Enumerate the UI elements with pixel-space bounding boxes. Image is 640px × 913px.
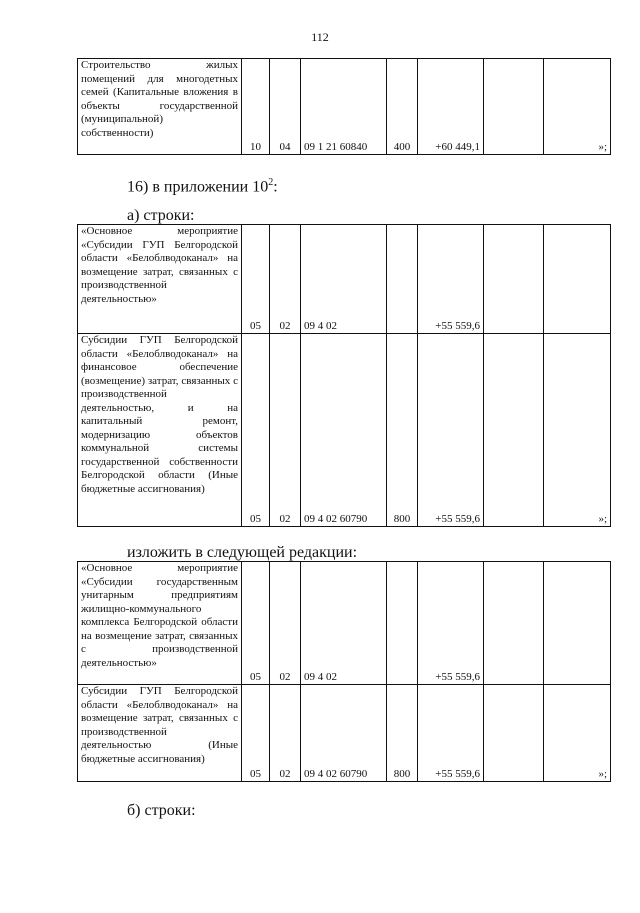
page-number: 112 (311, 30, 329, 44)
item-16-heading (127, 174, 278, 196)
subsection-cell: 02 (270, 334, 301, 527)
expense-type-cell: 800 (387, 685, 418, 782)
target-article-cell: 09 4 02 (301, 225, 387, 334)
subsection-cell: 02 (270, 562, 301, 685)
budget-table-top (77, 58, 611, 155)
closing-mark-cell: »; (544, 685, 611, 782)
budget-table-a (77, 224, 611, 527)
row-description: Субсидии ГУП Белгородской области «Белоблводоканал» на возмещение затрат, связанных с производственной деятельностью (Иные бюджетные ассигнования) (78, 685, 242, 782)
amount-cell: +55 559,6 (418, 225, 484, 334)
closing-mark-cell (544, 225, 611, 334)
expense-type-cell (387, 562, 418, 685)
closing-mark-cell: »; (544, 334, 611, 527)
item-16-text: 16) в приложении 10 (127, 178, 269, 196)
target-article-cell: 09 4 02 60790 (301, 334, 387, 527)
target-article-cell: 09 4 02 (301, 562, 387, 685)
expense-type-cell: 400 (387, 59, 418, 155)
section-cell: 10 (242, 59, 270, 155)
table-row (78, 685, 611, 782)
item-16-superscript: 2 (268, 177, 274, 188)
subsection-cell: 02 (270, 685, 301, 782)
row-description: «Основное мероприятие «Субсидии ГУП Белгородской области «Белоблводоканал» на возмещение затрат, связанных с производственной деятельностью» (78, 225, 242, 334)
empty-cell (484, 225, 544, 334)
expense-type-cell: 800 (387, 334, 418, 527)
expense-type-cell (387, 225, 418, 334)
subitem-b-heading: б) строки: (127, 802, 196, 819)
table-row (78, 562, 611, 685)
section-cell: 05 (242, 562, 270, 685)
subsection-cell: 02 (270, 225, 301, 334)
section-cell: 05 (242, 225, 270, 334)
amount-cell: +55 559,6 (418, 334, 484, 527)
section-cell: 05 (242, 685, 270, 782)
empty-cell (484, 685, 544, 782)
empty-cell (484, 334, 544, 527)
subitem-a-heading: а) строки: (127, 207, 195, 224)
amount-cell: +55 559,6 (418, 562, 484, 685)
empty-cell (484, 59, 544, 155)
section-cell: 05 (242, 334, 270, 527)
closing-mark-cell (544, 562, 611, 685)
table-row (78, 334, 611, 527)
subsection-cell: 04 (270, 59, 301, 155)
amount-cell: +60 449,1 (418, 59, 484, 155)
table-row (78, 225, 611, 334)
closing-mark-cell: »; (544, 59, 611, 155)
row-description: Строительство жилых помещений для многодетных семей (Капитальные вложения в объекты государственной (муниципальной) собственности) (78, 59, 242, 155)
target-article-cell: 09 1 21 60840 (301, 59, 387, 155)
replacement-heading: изложить в следующей редакции: (127, 544, 358, 561)
target-article-cell: 09 4 02 60790 (301, 685, 387, 782)
row-description: «Основное мероприятие «Субсидии государственным унитарным предприятиям жилищно-коммунального комплекса Белгородской области на возмещение затрат, связанных с производственной деятельностью» (78, 562, 242, 685)
budget-table-b (77, 561, 611, 782)
row-description: Субсидии ГУП Белгородской области «Белоблводоканал» на финансовое обеспечение (возмещение) затрат, связанных с производственной деятельностью, и на капитальный ремонт, модернизацию объектов коммунальной системы государственной собственности Белгородской области (Иные бюджетные ассигнования) (78, 334, 242, 527)
item-16-colon: : (273, 178, 278, 196)
table-row (78, 59, 611, 155)
empty-cell (484, 562, 544, 685)
amount-cell: +55 559,6 (418, 685, 484, 782)
